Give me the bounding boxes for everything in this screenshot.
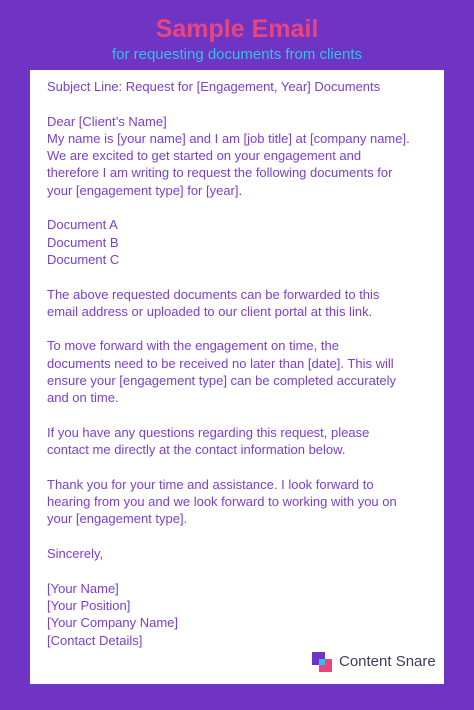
page-title: Sample Email — [155, 15, 319, 43]
email-line: Subject Line: Request for [Engagement, Year] Documents — [47, 79, 381, 94]
logo-text: Content Snare — [339, 653, 436, 670]
email-line: Document C — [47, 251, 120, 267]
email-line: We are excited to get started on your engagement and — [47, 148, 362, 164]
page-subtitle: for requesting documents from clients — [111, 46, 363, 63]
email-line: [Your Company Name] — [47, 615, 179, 631]
blank-line — [47, 459, 432, 476]
email-line: [Your Name] — [47, 580, 119, 596]
email-line: contact me directly at the contact information below. — [47, 442, 346, 458]
email-card — [30, 70, 444, 684]
email-line: therefore I am writing to request the following documents for — [47, 165, 393, 181]
email-body — [47, 78, 432, 649]
blank-line — [47, 528, 432, 545]
email-line: your [engagement type]. — [47, 511, 188, 527]
email-line: Sincerely, — [47, 546, 104, 562]
blank-line — [47, 199, 432, 216]
blank-line — [47, 562, 432, 579]
email-line: Document B — [47, 234, 119, 250]
email-line: email address or uploaded to our client portal at this link. — [47, 303, 373, 319]
email-line: documents need to be received no later than [date]. This will — [47, 355, 394, 371]
email-line: and on time. — [47, 390, 119, 406]
email-line: ensure your [engagement type] can be completed accurately — [47, 373, 397, 389]
email-line: Thank you for your time and assistance. I look forward to — [47, 476, 374, 492]
email-line: If you have any questions regarding this request, please — [47, 424, 370, 440]
email-line: To move forward with the engagement on time, the — [47, 338, 339, 354]
content-snare-logo — [312, 652, 436, 672]
email-line: Dear [Client’s Name] — [47, 113, 167, 129]
blank-line — [47, 320, 432, 337]
email-line: [Your Position] — [47, 597, 131, 613]
content-snare-logo-icon — [312, 652, 332, 672]
email-line: your [engagement type] for [year]. — [47, 182, 243, 198]
email-line: The above requested documents can be forwarded to this — [47, 286, 380, 302]
email-line: My name is [your name] and I am [job title] at [company name]. — [47, 130, 410, 146]
blank-line — [47, 95, 432, 112]
email-line: hearing from you and we look forward to working with you on — [47, 494, 397, 510]
email-line: Document A — [47, 217, 118, 233]
blank-line — [47, 407, 432, 424]
blank-line — [47, 268, 432, 285]
email-line: [Contact Details] — [47, 632, 143, 648]
